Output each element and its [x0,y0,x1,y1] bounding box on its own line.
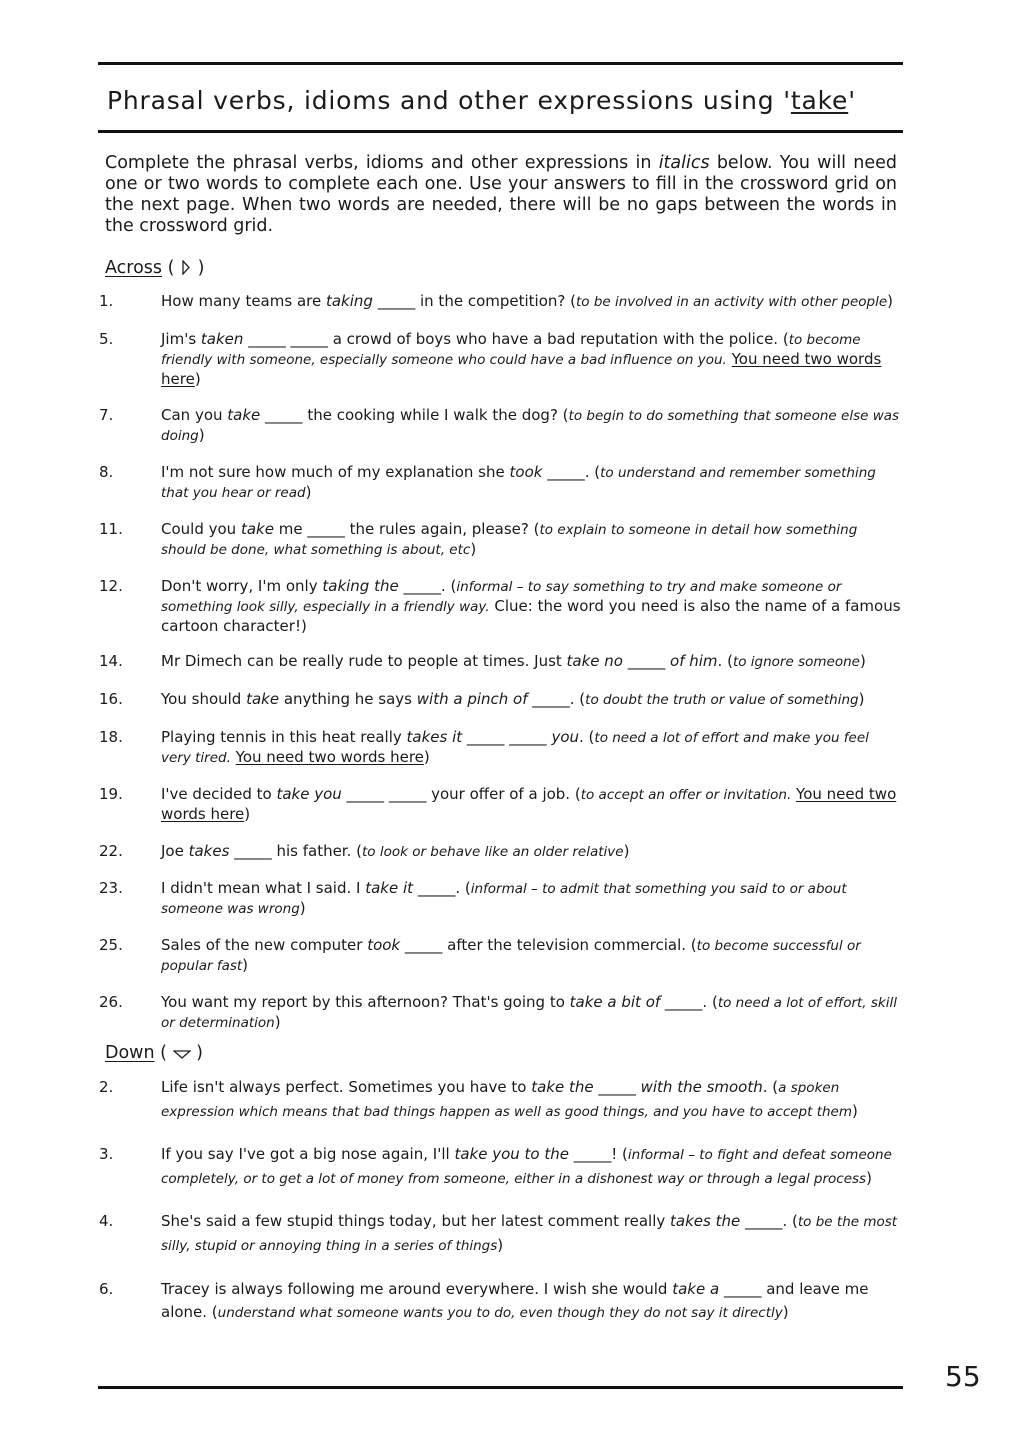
clue-number: 22. [99,842,123,860]
instructions: Complete the phrasal verbs, idioms and other expressions in italics below. You will need one or two words to complete each one. Use your answers to fill in the crossword grid on the next page. When two words are needed, there will be no gaps between the words in the crossword grid. [105,153,897,236]
page-title: Phrasal verbs, idioms and other expressions using 'take' [107,86,856,115]
clue-number: 11. [99,520,123,538]
clue-text: How many teams are taking _____ in the competition? (to be involved in an activity with other people) [161,292,894,310]
clue-number: 5. [99,330,114,348]
title-rule [98,130,903,133]
clue-text: Sales of the new computer took _____ after the television commercial. (to become successful or popular fast) [161,936,861,974]
arrow-right-icon [180,260,192,275]
clue-number: 2. [99,1078,114,1096]
clue-text: Mr Dimech can be really rude to people at times. Just take no _____ of him. (to ignore someone) [161,652,866,670]
clue-text: I didn't mean what I said. I take it _____. (informal – to admit that something you said to or about someone was wrong) [161,879,847,917]
clue-text: If you say I've got a big nose again, I'll take you to the _____! (informal – to fight and defeat someone completely, or to get a lot of money from someone, either in a dishonest way or through a legal process) [161,1145,892,1187]
clue-text: Playing tennis in this heat really takes it _____ _____ you. (to need a lot of effort and make you feel very tired. You need two words here) [161,728,869,766]
clue-number: 12. [99,577,123,595]
clue-number: 26. [99,993,123,1011]
clue-number: 6. [99,1280,114,1298]
clue-text: You want my report by this afternoon? That's going to take a bit of _____. (to need a lot of effort, skill or determination) [161,993,897,1031]
clue-number: 14. [99,652,123,670]
clue-text: Tracey is always following me around everywhere. I wish she would take a _____ and leave me alone. (understand what someone wants you to do, even though they do not say it directly) [161,1280,869,1321]
clue-text: Could you take me _____ the rules again, please? (to explain to someone in detail how something should be done, what something is about, etc) [161,520,858,558]
clue-number: 3. [99,1145,114,1163]
clue-text: Don't worry, I'm only taking the _____. (informal – to say something to try and make someone or something look silly, especially in a friendly way. Clue: the word you need is also the name of a famous cartoon character!) [161,577,901,635]
clue-text: She's said a few stupid things today, but her latest comment really takes the _____. (to be the most silly, stupid or annoying thing in a series of things) [161,1212,898,1254]
clue-text: Joe takes _____ his father. (to look or behave like an older relative) [161,842,630,860]
down-heading: Down ( ) [105,1043,203,1063]
clue-number: 7. [99,406,114,424]
page-number: 55 [945,1360,981,1393]
clue-text: I'm not sure how much of my explanation she took _____. (to understand and remember something that you hear or read) [161,463,876,501]
clue-text: Can you take _____ the cooking while I walk the dog? (to begin to do something that someone else was doing) [161,406,900,444]
clue-number: 23. [99,879,123,897]
arrow-down-icon [173,1048,191,1060]
bottom-rule [98,1386,903,1389]
title-keyword: take [790,86,849,115]
clue-text: Jim's taken _____ _____ a crowd of boys who have a bad reputation with the police. (to become friendly with someone, especially someone who could have a bad influence on you. You need two words here) [161,330,882,388]
clue-text: You should take anything he says with a pinch of _____. (to doubt the truth or value of something) [161,690,865,708]
top-rule [98,62,903,65]
clue-number: 1. [99,292,114,310]
across-heading: Across ( ) [105,258,205,278]
clue-text: I've decided to take you _____ _____ your offer of a job. (to accept an offer or invitation. You need two words here) [161,785,897,823]
clue-number: 8. [99,463,114,481]
clue-number: 19. [99,785,123,803]
clue-number: 18. [99,728,123,746]
clue-text: Life isn't always perfect. Sometimes you have to take the _____ with the smooth. (a spoken expression which means that bad things happen as well as good things, and you have to accept them) [161,1078,858,1120]
clue-number: 25. [99,936,123,954]
clue-number: 4. [99,1212,114,1230]
clue-number: 16. [99,690,123,708]
